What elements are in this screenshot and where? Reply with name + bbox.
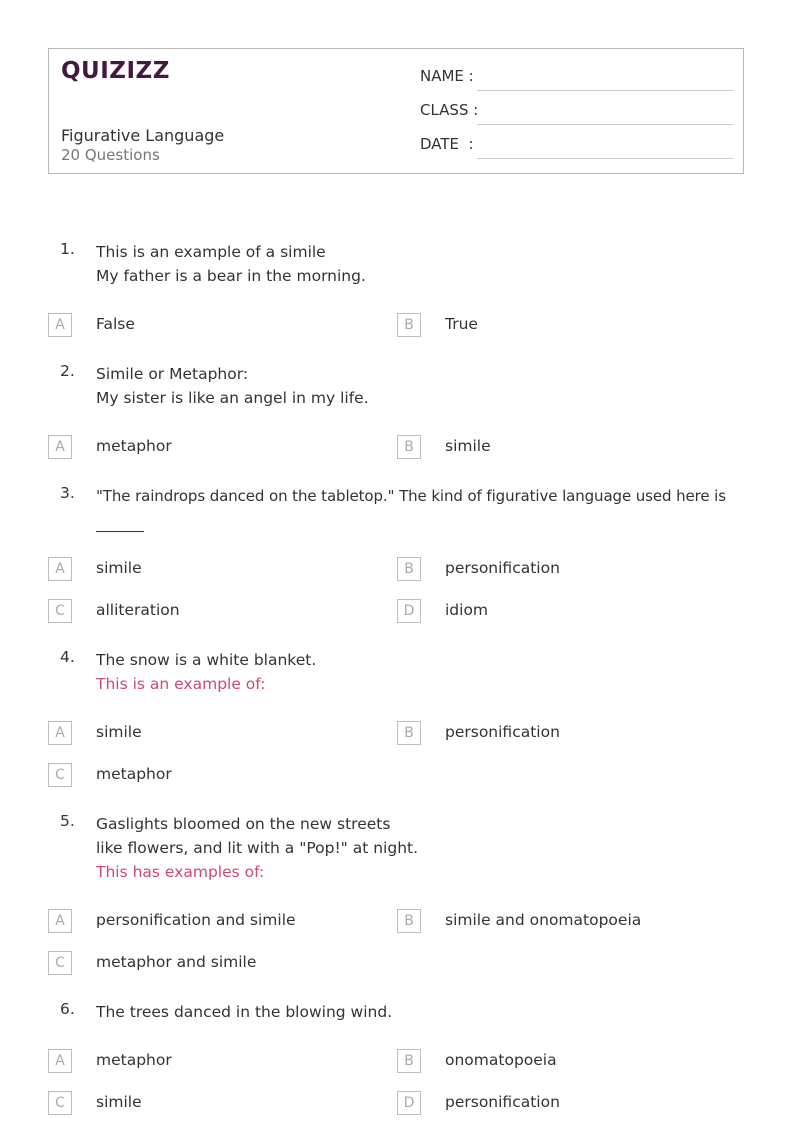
question-highlight: This is an example of: xyxy=(96,675,266,693)
option-letter-box: D xyxy=(397,599,421,623)
answer-blank xyxy=(96,515,144,532)
question-number: 5. xyxy=(60,812,75,830)
question-line: "The raindrops danced on the tabletop." The kind of figurative language used here is xyxy=(96,487,726,505)
option-text: metaphor and simile xyxy=(96,953,257,971)
option-letter-box: B xyxy=(397,435,421,459)
question-count: 20 Questions xyxy=(61,146,160,164)
question-text xyxy=(96,1000,736,1024)
date-line xyxy=(477,158,733,159)
option-letter-box: A xyxy=(48,1049,72,1073)
option-letter-box: B xyxy=(397,1049,421,1073)
class-line xyxy=(477,124,733,125)
option-text: simile xyxy=(445,437,491,455)
class-label: CLASS : xyxy=(420,101,479,119)
question-line: The snow is a white blanket. xyxy=(96,651,317,669)
option-text: simile and onomatopoeia xyxy=(445,911,642,929)
option-letter-box: A xyxy=(48,435,72,459)
question-line: This is an example of a simile xyxy=(96,243,326,261)
option-letter-box: B xyxy=(397,557,421,581)
name-line xyxy=(477,90,733,91)
class-field[interactable] xyxy=(420,101,733,125)
name-label: NAME : xyxy=(420,67,474,85)
question-highlight: This has examples of: xyxy=(96,863,265,881)
quizizz-logo: QUIZIZZ xyxy=(61,58,170,84)
question-line: like flowers, and lit with a "Pop!" at night. xyxy=(96,839,419,857)
answer-blank-line xyxy=(96,508,736,532)
option-letter-box: A xyxy=(48,909,72,933)
question-text xyxy=(96,648,736,696)
question-number: 1. xyxy=(60,240,75,258)
question-text xyxy=(96,362,736,410)
option-letter-box: B xyxy=(397,909,421,933)
option-letter-box: C xyxy=(48,951,72,975)
option-letter-box: C xyxy=(48,1091,72,1115)
question-line: My father is a bear in the morning. xyxy=(96,267,366,285)
name-field[interactable] xyxy=(420,67,733,91)
option-text: True xyxy=(445,315,478,333)
question-line: My sister is like an angel in my life. xyxy=(96,389,369,407)
option-text: alliteration xyxy=(96,601,180,619)
question-number: 3. xyxy=(60,484,75,502)
option-letter-box: A xyxy=(48,557,72,581)
option-text: simile xyxy=(96,559,142,577)
worksheet-header xyxy=(48,48,744,174)
option-text: personification xyxy=(445,559,560,577)
option-letter-box: D xyxy=(397,1091,421,1115)
question-line: The trees danced in the blowing wind. xyxy=(96,1003,393,1021)
question-text xyxy=(96,812,736,884)
option-text: simile xyxy=(96,1093,142,1111)
question-number: 6. xyxy=(60,1000,75,1018)
option-letter-box: A xyxy=(48,313,72,337)
question-line: Gaslights bloomed on the new streets xyxy=(96,815,391,833)
question-line: Simile or Metaphor: xyxy=(96,365,249,383)
date-label: DATE : xyxy=(420,135,474,153)
worksheet-title: Figurative Language xyxy=(61,126,225,145)
option-text: metaphor xyxy=(96,1051,172,1069)
option-letter-box: C xyxy=(48,599,72,623)
option-letter-box: B xyxy=(397,721,421,745)
date-field[interactable] xyxy=(420,135,733,159)
option-text: metaphor xyxy=(96,765,172,783)
option-text: simile xyxy=(96,723,142,741)
option-letter-box: C xyxy=(48,763,72,787)
option-text: personification xyxy=(445,1093,560,1111)
option-text: onomatopoeia xyxy=(445,1051,557,1069)
question-text xyxy=(96,484,736,532)
option-letter-box: A xyxy=(48,721,72,745)
question-number: 4. xyxy=(60,648,75,666)
option-text: metaphor xyxy=(96,437,172,455)
option-text: False xyxy=(96,315,135,333)
option-text: personification and simile xyxy=(96,911,296,929)
question-text xyxy=(96,240,736,288)
option-text: idiom xyxy=(445,601,489,619)
option-text: personification xyxy=(445,723,560,741)
question-number: 2. xyxy=(60,362,75,380)
option-letter-box: B xyxy=(397,313,421,337)
